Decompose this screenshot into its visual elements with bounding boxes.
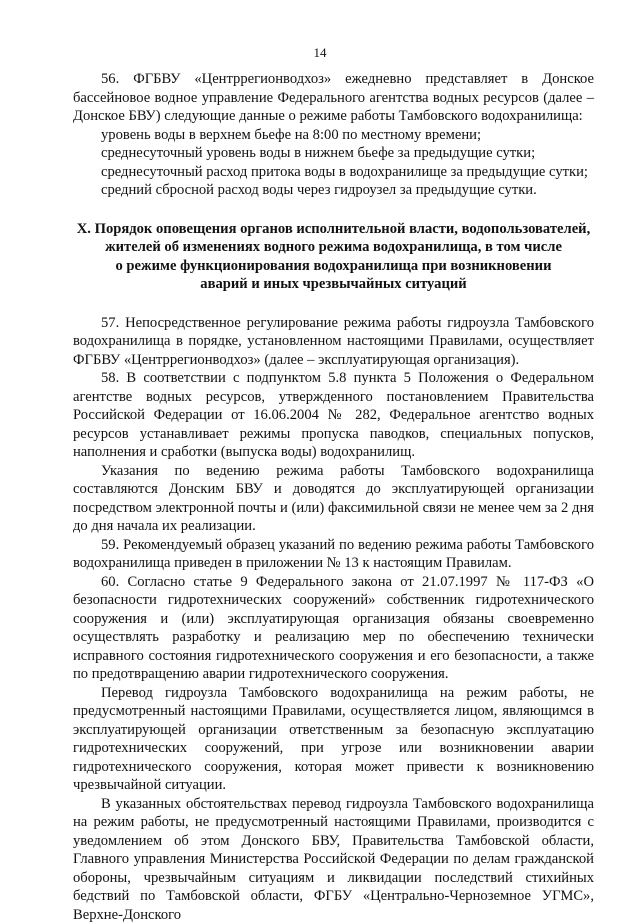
paragraph-56-intro: 56. ФГБВУ «Центррегионводхоз» ежедневно представляет в Донское бассейновое водное управление Федерального агентства водных ресурсов (далее – Донское БВУ) следующие данные о режиме работы Тамбовского водохранилища:: [73, 70, 594, 126]
section-heading-line: X. Порядок оповещения органов исполнительной власти, водопользователей,: [73, 220, 594, 239]
paragraph-58-instructions: Указания по ведению режима работы Тамбовского водохранилища составляются Донским БВУ и доводятся до эксплуатирующей организации посредством электронной почты и (или) факсимильной связи не менее чем за 2 дня до дня начала их реализации.: [73, 462, 594, 536]
section-heading-line: аварий и иных чрезвычайных ситуаций: [73, 275, 594, 294]
list-item: среднесуточный уровень воды в нижнем бьефе за предыдущие сутки;: [73, 144, 594, 163]
document-body: [73, 70, 594, 924]
section-heading-line: о режиме функционирования водохранилища при возникновении: [73, 257, 594, 276]
paragraph-58: 58. В соответствии с подпунктом 5.8 пункта 5 Положения о Федеральном агентстве водных ресурсов, утвержденного постановлением Правительства Российской Федерации от 16.06.2004 № 282, Федеральное агентство водных ресурсов устанавливает режимы пропуска паводков, специальных попусков, наполнения и сработки (выпуска воды) водохранилищ.: [73, 369, 594, 462]
list-item: среднесуточный расход притока воды в водохранилище за предыдущие сутки;: [73, 163, 594, 182]
page-number: 14: [0, 45, 640, 61]
paragraph-57: 57. Непосредственное регулирование режима работы гидроузла Тамбовского водохранилища в порядке, установленном настоящими Правилами, осуществляет ФГБВУ «Центррегионводхоз» (далее – эксплуатирующая организация).: [73, 314, 594, 370]
paragraph-60-transfer: Перевод гидроузла Тамбовского водохранилища на режим работы, не предусмотренный настоящими Правилами, осуществляется лицом, являющимся в эксплуатирующей организации ответственным за безопасную эксплуатацию гидротехнических сооружений, при угрозе или возникновении аварии гидротехнического сооружения, которая может привести к возникновению чрезвычайной ситуации.: [73, 684, 594, 795]
list-item: уровень воды в верхнем бьефе на 8:00 по местному времени;: [73, 126, 594, 145]
list-item: средний сбросной расход воды через гидроузел за предыдущие сутки.: [73, 181, 594, 200]
paragraph-60: 60. Согласно статье 9 Федерального закона от 21.07.1997 № 117-ФЗ «О безопасности гидротехнических сооружений» собственник гидротехнического сооружения и (или) эксплуатирующая организация обязаны своевременно осуществлять разработку и реализацию мер по обеспечению технически исправного состояния гидротехнического сооружения и его безопасности, а также по предотвращению аварии гидротехнического сооружения.: [73, 573, 594, 684]
section-heading-line: жителей об изменениях водного режима водохранилища, в том числе: [73, 238, 594, 257]
paragraph-60-notification: В указанных обстоятельствах перевод гидроузла Тамбовского водохранилища на режим работы, не предусмотренный настоящими Правилами, производится с уведомлением об этом Донского БВУ, Правительства Тамбовской области, Главного управления Министерства Российской Федерации по делам гражданской обороны, чрезвычайным ситуациям и ликвидации последствий стихийных бедствий по Тамбовской области, ФГБУ «Центрально-Черноземное УГМС», Верхне-Донского: [73, 795, 594, 924]
paragraph-59: 59. Рекомендуемый образец указаний по ведению режима работы Тамбовского водохранилища приведен в приложении № 13 к настоящим Правилам.: [73, 536, 594, 573]
section-heading: [73, 220, 594, 294]
